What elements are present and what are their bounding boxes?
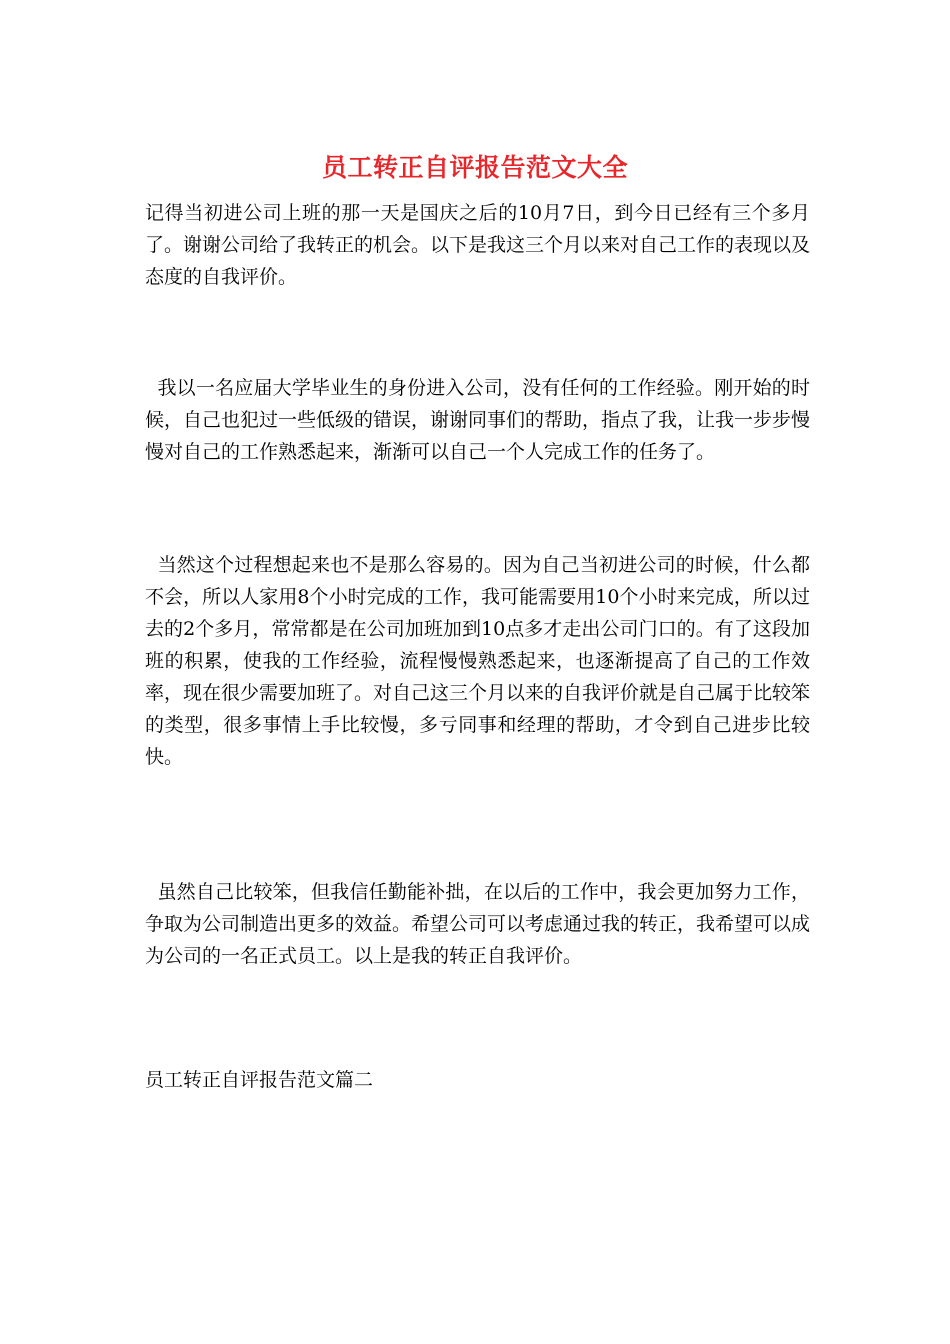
paragraph-3: 当然这个过程想起来也不是那么容易的。因为自己当初进公司的时候，什么都不会，所以人家用8个小时完成的工作，我可能需要用10个小时来完成，所以过去的2个多月，常常都是在公司加班加到10点多才走出公司门口的。有了这段加班的积累，使我的工作经验，流程慢慢熟悉起来，也逐渐提高了自己的工作效率，现在很少需要加班了。对自己这三个月以来的自我评价就是自己属于比较笨的类型，很多事情上手比较慢，多亏同事和经理的帮助，才令到自己进步比较快。 [145,554,811,768]
document-title: 员工转正自评报告范文大全 [321,153,628,182]
section-subheading: 员工转正自评报告范文篇二 [145,1069,374,1091]
paragraph-2: 我以一名应届大学毕业生的身份进入公司，没有任何的工作经验。刚开始的时候，自己也犯过一些低级的错误，谢谢同事们的帮助，指点了我，让我一步步慢慢对自己的工作熟悉起来，渐渐可以自己一个人完成工作的任务了。 [145,377,811,463]
paragraph-1: 记得当初进公司上班的那一天是国庆之后的10月7日，到今日已经有三个多月了。谢谢公司给了我转正的机会。以下是我这三个月以来对自己工作的表现以及态度的自我评价。 [145,202,811,288]
paragraph-4: 虽然自己比较笨，但我信任勤能补拙，在以后的工作中，我会更加努力工作，争取为公司制造出更多的效益。希望公司可以考虑通过我的转正，我希望可以成为公司的一名正式员工。以上是我的转正自我评价。 [145,881,811,967]
